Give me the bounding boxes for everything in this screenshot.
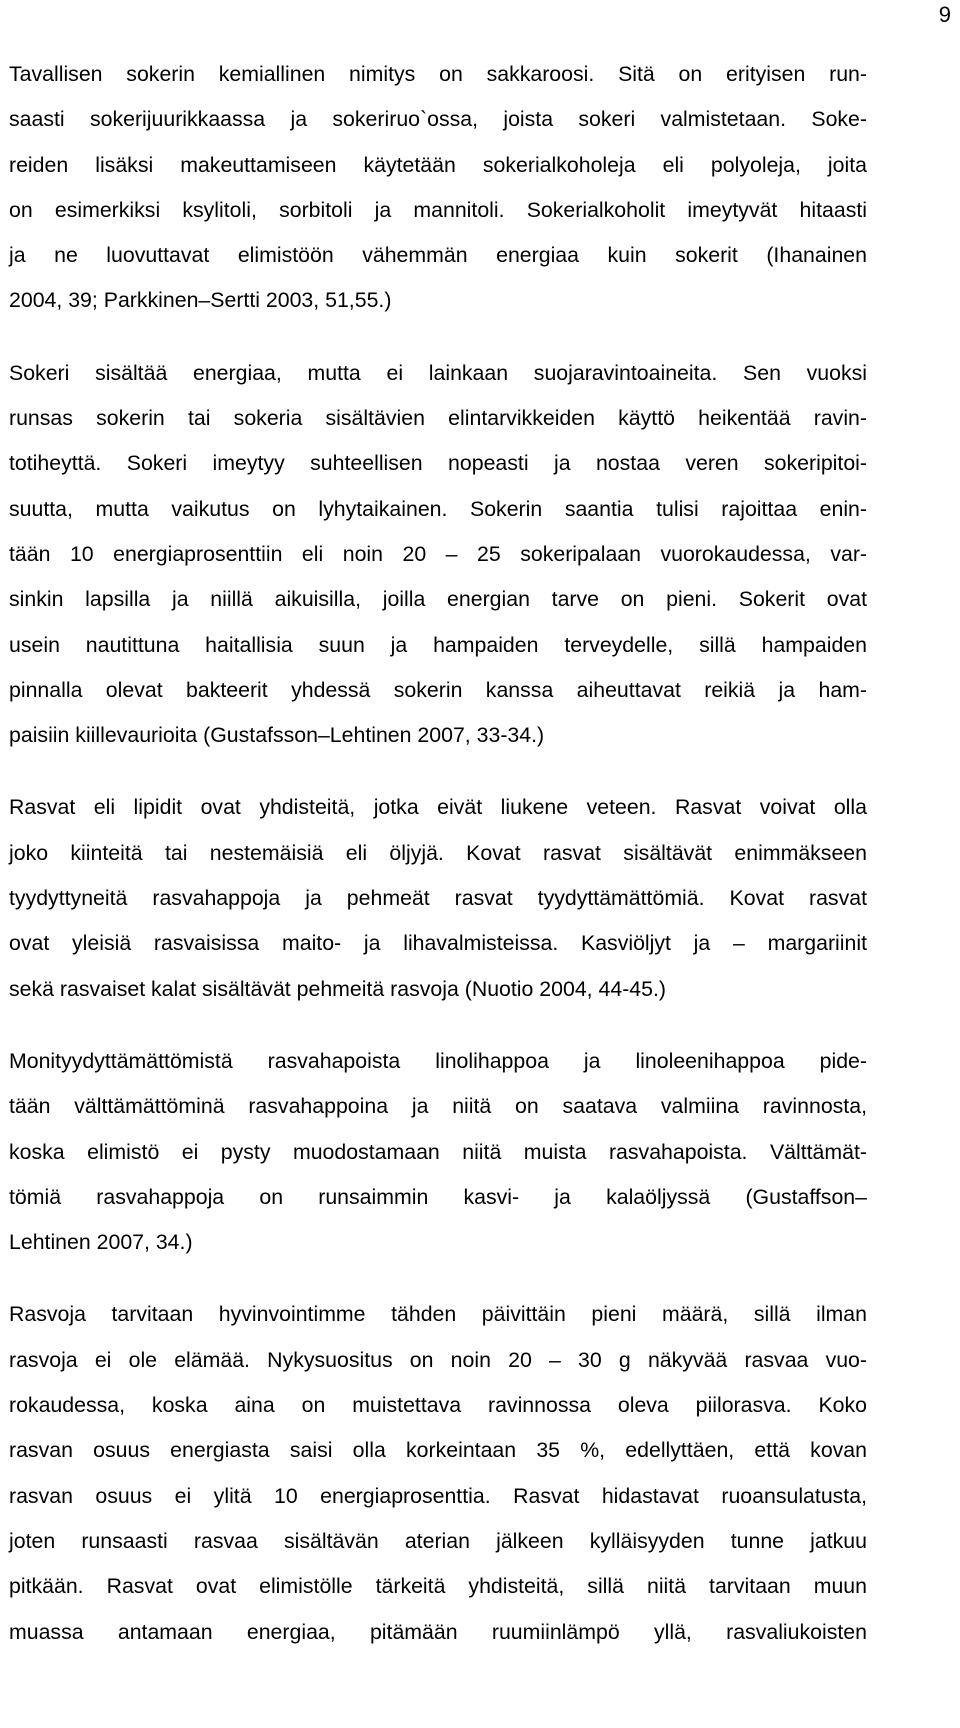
text-line: rasvan osuus energiasta saisi olla korkeintaan 35 %, edellyttäen, että kovan (9, 1438, 867, 1463)
paragraph-essential-fatty-acids (9, 1039, 867, 1265)
paragraph-fats-lipids (9, 785, 867, 1011)
text-line: suutta, mutta vaikutus on lyhytaikainen. Sokerin saantia tulisi rajoittaa enin- (9, 496, 867, 521)
text-line: joko kiinteitä tai nestemäisiä eli öljyjä. Kovat rasvat sisältävät enimmäkseen (9, 840, 867, 865)
document-body (9, 52, 867, 1655)
text-line: totiheyttä. Sokeri imeytyy suhteellisen nopeasti ja nostaa veren sokeripitoi- (9, 451, 867, 476)
page-number: 9 (938, 2, 951, 27)
paragraph-gap (9, 758, 867, 785)
text-line: usein nautittuna haitallisia suun ja hampaiden terveydelle, sillä hampaiden (9, 632, 867, 657)
text-line: Monityydyttämättömistä rasvahapoista linolihappoa ja linoleenihappoa pide- (9, 1048, 867, 1073)
text-line: koska elimistö ei pysty muodostamaan niitä muista rasvahapoista. Välttämät- (9, 1139, 867, 1164)
paragraph-gap (9, 1012, 867, 1039)
text-line: ovat yleisiä rasvaisissa maito- ja lihavalmisteissa. Kasviöljyt ja – margariinit (9, 931, 867, 956)
text-line: sinkin lapsilla ja niillä aikuisilla, joilla energian tarve on pieni. Sokerit ovat (9, 587, 867, 612)
text-line: rokaudessa, koska aina on muistettava ravinnossa oleva piilorasva. Koko (9, 1393, 867, 1418)
text-line: runsas sokerin tai sokeria sisältävien elintarvikkeiden käyttö heikentää ravin- (9, 406, 867, 431)
text-line: tään välttämättöminä rasvahappoina ja niitä on saatava valmiina ravinnosta, (9, 1094, 867, 1119)
text-line: joten runsaasti rasvaa sisältävän aterian jälkeen kylläisyyden tunne jatkuu (9, 1528, 867, 1553)
text-line: pinnalla olevat bakteerit yhdessä sokerin kanssa aiheuttavat reikiä ja ham- (9, 677, 867, 702)
text-line: paisiin kiillevaurioita (Gustafsson–Lehtinen 2007, 33-34.) (9, 723, 545, 748)
text-line: saasti sokerijuurikkaassa ja sokeriruo`ossa, joista sokeri valmistetaan. Soke- (9, 107, 867, 132)
text-line: ja ne luovuttavat elimistöön vähemmän energiaa kuin sokerit (Ihanainen (9, 243, 867, 268)
text-line: muassa antamaan energiaa, pitämään ruumiinlämpö yllä, rasvaliukoisten (9, 1619, 867, 1644)
text-line: Sokeri sisältää energiaa, mutta ei lainkaan suojaravintoaineita. Sen vuoksi (9, 360, 867, 385)
paragraph-sugar-energy (9, 351, 867, 759)
paragraph-gap (9, 324, 867, 351)
text-line: tyydyttyneitä rasvahappoja ja pehmeät rasvat tyydyttämättömiä. Kovat rasvat (9, 886, 867, 911)
text-line: Rasvoja tarvitaan hyvinvointimme tähden päivittäin pieni määrä, sillä ilman (9, 1302, 867, 1327)
text-line: reiden lisäksi makeuttamiseen käytetään sokerialkoholeja eli polyoleja, joita (9, 152, 867, 177)
text-line: Tavallisen sokerin kemiallinen nimitys on sakkaroosi. Sitä on erityisen run- (9, 62, 867, 86)
text-line: Lehtinen 2007, 34.) (9, 1230, 193, 1255)
text-line: pitkään. Rasvat ovat elimistölle tärkeitä yhdisteitä, sillä niitä tarvitaan muun (9, 1574, 867, 1599)
text-line: rasvan osuus ei ylitä 10 energiaprosenttia. Rasvat hidastavat ruoansulatusta, (9, 1483, 867, 1508)
paragraph-sugar-types (9, 52, 867, 324)
text-line: tömiä rasvahappoja on runsaimmin kasvi- ja kalaöljyssä (Gustaffson– (9, 1184, 867, 1209)
paragraph-fat-recommendation (9, 1292, 867, 1654)
text-line: rasvoja ei ole elämää. Nykysuositus on noin 20 – 30 g näkyvää rasvaa vuo- (9, 1347, 867, 1372)
text-line: on esimerkiksi ksylitoli, sorbitoli ja mannitoli. Sokerialkoholit imeytyvät hitaasti (9, 197, 867, 222)
paragraph-gap (9, 1265, 867, 1292)
text-line: 2004, 39; Parkkinen–Sertti 2003, 51,55.) (9, 288, 392, 313)
text-line: Rasvat eli lipidit ovat yhdisteitä, jotka eivät liukene veteen. Rasvat voivat olla (9, 795, 867, 820)
text-line: sekä rasvaiset kalat sisältävät pehmeitä rasvoja (Nuotio 2004, 44-45.) (9, 976, 666, 1001)
text-line: tään 10 energiaprosenttiin eli noin 20 – 25 sokeripalaan vuorokaudessa, var- (9, 541, 867, 566)
